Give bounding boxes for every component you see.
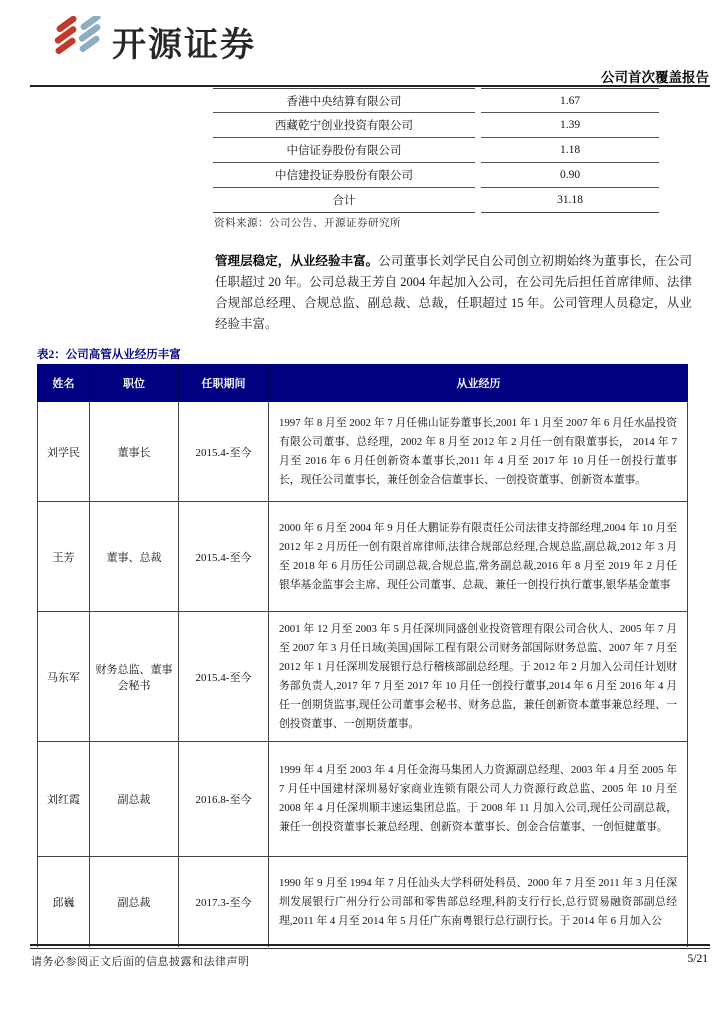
- table-row: [213, 113, 659, 138]
- table2-title: 表2：公司高管从业经历丰富: [37, 349, 181, 361]
- shareholder-name: 中信证券股份有限公司: [213, 138, 475, 163]
- shareholder-value: 0.90: [481, 163, 659, 188]
- exec-position: 副总裁: [90, 742, 179, 856]
- table-row: [37, 857, 688, 947]
- exec-tenure: 2015.4-至今: [179, 502, 269, 611]
- total-value: 31.18: [481, 188, 659, 213]
- table-row: [37, 502, 688, 612]
- footer-divider: [30, 944, 710, 949]
- exec-experience: 1990 年 9 月至 1994 年 7 月任汕头大学科研处科员、2000 年 7 月至 2011 年 3 月任深圳发展银行广州分行公司部和零售部总经理,科韵支行行长,总行贸易融资部副总经理,2011 年 4 月至 2014 年 5 月任广东南粤银行总行副行长。于 2014 年 6 月加入公: [269, 857, 688, 947]
- exec-position: 董事、总裁: [90, 502, 179, 611]
- footer-disclaimer: 请务必参阅正文后面的信息披露和法律声明: [31, 956, 250, 968]
- shareholder-value: 1.39: [481, 113, 659, 138]
- col-header-name: 姓名: [37, 364, 90, 402]
- brand-name: 开源证券: [112, 26, 256, 64]
- col-header-position: 职位: [90, 364, 179, 402]
- exec-tenure: 2017.3-至今: [179, 857, 269, 947]
- table-total-row: [213, 188, 659, 213]
- report-type-label: 公司首次覆盖报告: [601, 70, 709, 85]
- exec-name: 刘学民: [37, 402, 90, 501]
- table-row: [213, 138, 659, 163]
- exec-tenure: 2016.8-至今: [179, 742, 269, 856]
- table-row: [37, 742, 688, 857]
- exec-position: 财务总监、董事会秘书: [90, 612, 179, 741]
- exec-experience: 1997 年 8 月至 2002 年 7 月任佛山证券董事长,2001 年 1 月至 2007 年 6 月任水晶投资有限公司董事、总经理，2002 年 8 月至 2012 年 2 月任一创有限董事长， 2014 年 7 月至 2016 年 6 月任创新资本董事长,2011 年 4 月至 2017 年 10 月任一创投行董事长，现任公司董事长，兼任创金合信董事长、一创投资董事、创新资本董事。: [269, 402, 688, 501]
- exec-name: 刘红霞: [37, 742, 90, 856]
- exec-experience: 2001 年 12 月至 2003 年 5 月任深圳同盛创业投资管理有限公司合伙人、2005 年 7 月至 2007 年 3 月任日域(美国)国际工程有限公司财务部国际财务总监、2007 年 7 月至 2012 年 1 月任深圳发展银行总行稽核部副总经理。于 2012 年 2 月加入公司任计划财务部负责人,2017 年 7 月至 2017 年 10 月任一创投行董事,2014 年 6 月至 2016 年 4 月任一创期货监事,现任公司董事会秘书、财务总监，兼任创新资本董事兼总经理、一创投资董事、一创期货董事。: [269, 612, 688, 741]
- shareholder-name: 香港中央结算有限公司: [213, 88, 475, 113]
- shareholder-name: 西藏乾宁创业投资有限公司: [213, 113, 475, 138]
- col-header-experience: 从业经历: [456, 378, 501, 390]
- exec-tenure: 2015.4-至今: [179, 612, 269, 741]
- data-source-note: 资料来源：公司公告、开源证券研究所: [214, 218, 401, 229]
- exec-experience: 1999 年 4 月至 2003 年 4 月任金海马集团人力资源副总经理、2003 年 4 月至 2005 年 7 月任中国建材深圳易好家商业连锁有限公司人力资源行政总监、2005 年 10 月至 2008 年 4 月任深圳顺丰速运集团总监。于 2008 年 11 月加入公司,现任公司副总裁，兼任一创投资董事长兼总经理、创新资本董事长、创金合信董事、一创恒健董事。: [269, 742, 688, 856]
- table-row: [37, 612, 688, 742]
- paragraph-body: 公司董事长刘学民自公司创立初期始终为董事长，在公司任职超过 20 年。公司总裁王芳自 2004 年起加入公司，在公司先后担任首席律师、法律合规部总经理、合规总监、副总裁、总裁，任职超过 15 年。公司管理人员稳定，从业经验丰富。: [215, 254, 692, 331]
- brand-logo: [52, 16, 256, 67]
- page-number: 5/21: [687, 953, 708, 965]
- management-paragraph: [215, 251, 692, 335]
- table-row: [213, 88, 659, 113]
- header-divider: [30, 85, 710, 87]
- exec-name: 马东军: [37, 612, 90, 741]
- total-label: 合计: [213, 188, 475, 213]
- paragraph-lead: 管理层稳定，从业经验丰富。: [215, 254, 379, 268]
- table-row: [213, 163, 659, 188]
- kaiyuan-stripes-icon: [52, 16, 104, 67]
- col-header-tenure: 任职期间: [179, 364, 269, 402]
- exec-position: 副总裁: [90, 857, 179, 947]
- shareholder-table: [213, 88, 659, 213]
- shareholder-name: 中信建投证券股份有限公司: [213, 163, 475, 188]
- exec-experience: 2000 年 6 月至 2004 年 9 月任大鹏证券有限责任公司法律支持部经理,2004 年 10 月至 2012 年 2 月历任一创有限首席律师,法律合规部总经理,合规总监,副总裁,2012 年 3 月至 2018 年 6 月历任公司副总裁,合规总监,常务副总裁,2016 年 8 月至 2019 年 2 月任银华基金监事会主席、现任公司董事、总裁、兼任一创投行执行董事,银华基金董事: [269, 502, 688, 611]
- exec-position: 董事长: [90, 402, 179, 501]
- executives-table: [37, 364, 688, 947]
- table-header-row: [37, 364, 688, 402]
- exec-name: 王芳: [37, 502, 90, 611]
- shareholder-value: 1.18: [481, 138, 659, 163]
- exec-name: 邱巍: [37, 857, 90, 947]
- exec-tenure: 2015.4-至今: [179, 402, 269, 501]
- table-row: [37, 402, 688, 502]
- shareholder-value: 1.67: [481, 88, 659, 113]
